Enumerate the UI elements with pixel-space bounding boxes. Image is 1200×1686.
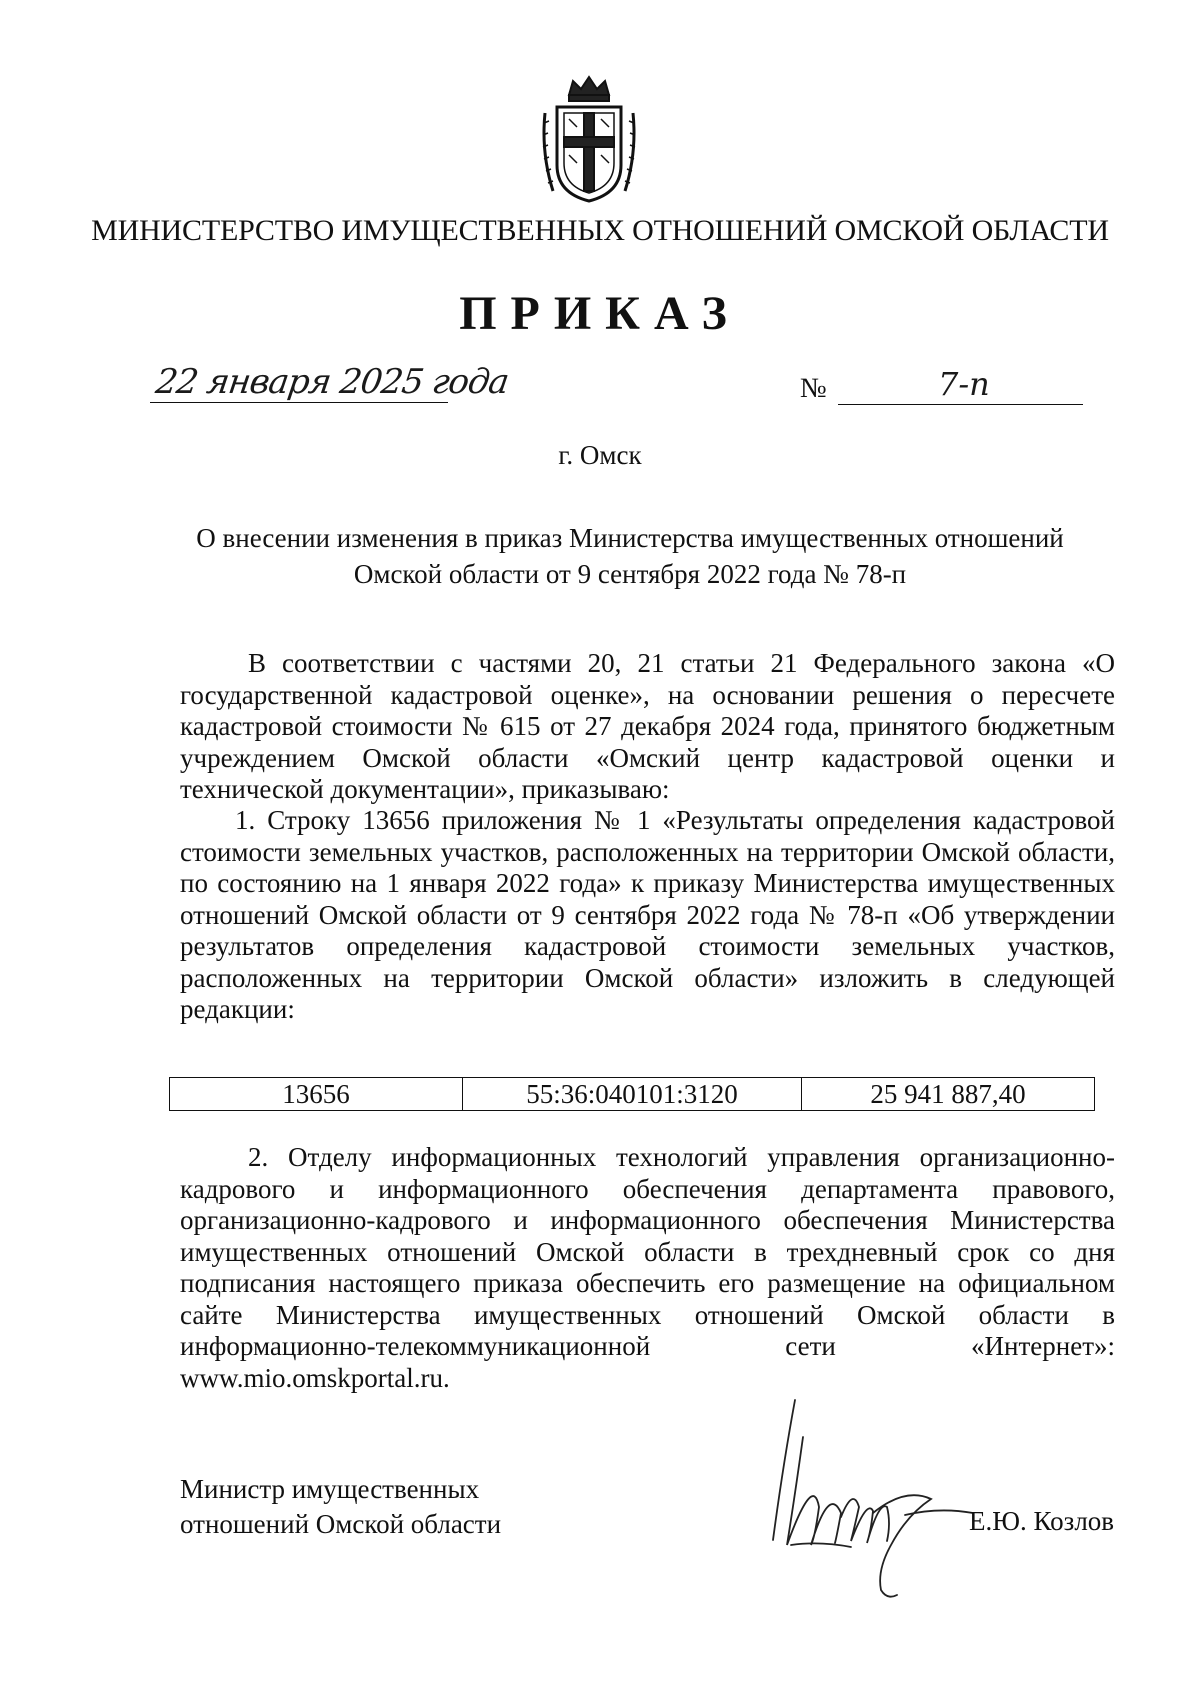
date-underline <box>150 402 448 403</box>
ministry-name: МИНИСТЕРСТВО ИМУЩЕСТВЕННЫХ ОТНОШЕНИЙ ОМСКОЙ ОБЛАСТИ <box>91 214 1109 247</box>
cadastral-number-cell: 55:36:040101:3120 <box>463 1078 802 1111</box>
handwritten-number: 7-п <box>938 365 990 403</box>
number-label: № <box>800 373 827 404</box>
amendment-table <box>169 1077 1095 1111</box>
subject-line-2: Омской области от 9 сентября 2022 года № 78-п <box>353 559 907 589</box>
table-row <box>170 1078 1095 1111</box>
line-number-cell: 13656 <box>170 1078 463 1111</box>
signer-title <box>180 1472 501 1542</box>
handwritten-date: 22 января 2025 года <box>153 362 511 402</box>
item-2-paragraph: 2. Отделу информационных технологий управления организационно-кадрового и информационного обеспечения департамента правового, организационно-кадрового и информационного обеспечения Министерства имущественных отношений Омской области в трехдневный срок со дня подписания настоящего приказа обеспечить его размещение на официальном сайте Министерства имущественных отношений Омской области в информационно-телекоммуникационной сети «Интернет»: www.mio.omskportal.ru. <box>180 1142 1115 1393</box>
signer-title-line-1: Министр имущественных <box>180 1474 480 1504</box>
coat-of-arms-icon <box>539 73 639 205</box>
item-1-paragraph: 1. Строку 13656 приложения № 1 «Результаты определения кадастровой стоимости земельных участков, расположенных на территории Омской области, по состоянию на 1 января 2022 года» к приказу Министерства имущественных отношений Омской области от 9 сентября 2022 года № 78-п «Об утверждении результатов определения кадастровой стоимости земельных участков, расположенных на территории Омской области» изложить в следующей редакции: <box>180 805 1115 1024</box>
subject-line-1: О внесении изменения в приказ Министерства имущественных отношений <box>196 523 1064 553</box>
order-subject <box>160 520 1100 592</box>
signer-title-line-2: отношений Омской области <box>180 1509 502 1539</box>
number-underline <box>838 404 1083 405</box>
cadastral-value-cell: 25 941 887,40 <box>802 1078 1095 1111</box>
handwritten-signature-icon <box>755 1395 975 1605</box>
city: г. Омск <box>558 440 642 470</box>
signer-name: Е.Ю. Козлов <box>969 1506 1115 1536</box>
document-type-title: ПРИКАЗ <box>459 287 741 340</box>
preamble-paragraph: В соответствии с частями 20, 21 статьи 21 Федерального закона «О государственной кадастровой оценке», на основании решения о пересчете кадастровой стоимости № 615 от 27 декабря 2024 года, принятого бюджетным учреждением Омской области «Омский центр кадастровой оценки и технической документации», приказываю: <box>180 648 1115 804</box>
